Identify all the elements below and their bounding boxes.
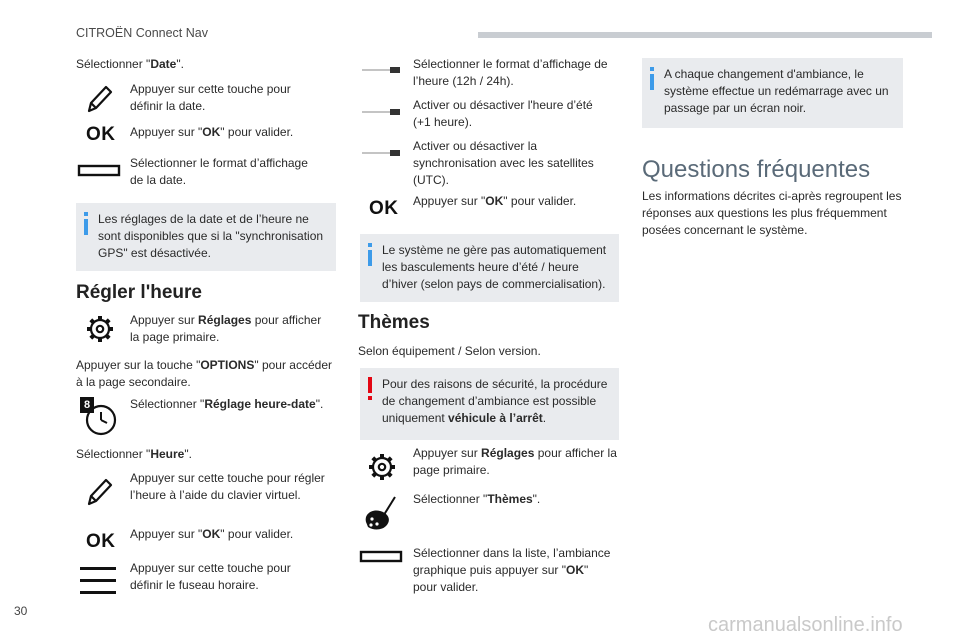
settings-text-2: Appuyer sur Réglages pour afficher la page primaire.	[413, 446, 617, 477]
select-heure-text: Sélectionner "Heure".	[76, 447, 192, 461]
format-button-icon	[78, 165, 120, 177]
info-box-summer	[360, 234, 619, 302]
gear-icon	[367, 452, 397, 482]
ok-icon: OK	[369, 198, 399, 219]
info-box-ambiance-text: A chaque changement d'ambiance, le système effectue un redémarrage avec un passage par un écran noir.	[664, 67, 889, 115]
section-title-faq: Questions fréquentes	[642, 156, 871, 183]
info-box-summer-text: Le système ne gère pas automatiquement les basculements heure d’été / heure d’hiver (selon pays de commercialisation).	[382, 243, 607, 291]
themes-select-text: Sélectionner "Thèmes".	[413, 492, 541, 506]
toggle-icon	[362, 148, 404, 160]
menu-text: Appuyer sur cette touche pour définir le fuseau horaire.	[130, 561, 291, 592]
toggle-text-utc: Activer ou désactiver la synchronisation avec les satellites (UTC).	[413, 139, 594, 187]
pencil-text-heure: Appuyer sur cette touche pour régler l’heure à l’aide du clavier virtuel.	[130, 471, 325, 502]
warning-box	[360, 368, 619, 440]
watermark: carmanualsonline.info	[708, 614, 903, 636]
toggle-text-summer: Activer ou désactiver l'heure d’été (+1 heure).	[413, 98, 593, 129]
format-date-text: Sélectionner le format d’affichage de la date.	[130, 156, 308, 187]
list-select-text: Sélectionner dans la liste, l’ambiance graphique puis appuyer sur "OK" pour valider.	[413, 546, 611, 594]
ok-text-date: Appuyer sur "OK" pour valider.	[130, 125, 294, 139]
pencil-text-date: Appuyer sur cette touche pour définir la date.	[130, 82, 291, 113]
page-number: 30	[14, 604, 28, 618]
settings-text-1: Appuyer sur Réglages pour afficher la page primaire.	[130, 313, 322, 344]
clock-text: Sélectionner "Réglage heure-date".	[130, 397, 324, 411]
toggle-text-format: Sélectionner le format d’affichage de l’heure (12h / 24h).	[413, 57, 608, 88]
select-date-text: Sélectionner "Date".	[76, 57, 184, 71]
header-title: CITROËN Connect Nav	[76, 26, 208, 40]
ok-text-heure: Appuyer sur "OK" pour valider.	[130, 527, 294, 541]
ok-icon: OK	[86, 531, 116, 552]
themes-intro: Selon équipement / Selon version.	[358, 344, 541, 358]
options-text: Appuyer sur la touche "OPTIONS" pour accéder à la page secondaire.	[76, 358, 332, 389]
warning-icon	[367, 377, 373, 401]
info-box-ambiance	[642, 58, 903, 128]
info-box-date-text: Les réglages de la date et de l’heure ne sont disponibles que si la "synchronisation GPS" est désactivée.	[98, 212, 324, 260]
section-title-heure: Régler l'heure	[76, 282, 202, 303]
section-title-themes: Thèmes	[358, 312, 430, 333]
menu-icon	[80, 566, 118, 596]
toggle-icon	[362, 65, 404, 77]
ok-text-col2: Appuyer sur "OK" pour valider.	[413, 194, 577, 208]
pencil-icon	[86, 477, 114, 507]
info-icon	[83, 212, 89, 236]
toggle-icon	[362, 107, 404, 119]
list-button-icon	[360, 551, 402, 563]
clock-badge: 8	[80, 397, 94, 413]
info-box-date	[76, 203, 336, 271]
palette-icon	[362, 494, 400, 534]
header-bar	[478, 32, 932, 38]
warning-box-text: Pour des raisons de sécurité, la procédure de changement d’ambiance est possible uniquement véhicule à l’arrêt.	[382, 377, 608, 425]
info-icon	[367, 243, 373, 267]
faq-intro: Les informations décrites ci-après regroupent les réponses aux questions les plus fréquemment posées concernant le système.	[642, 189, 902, 237]
ok-icon: OK	[86, 124, 116, 145]
pencil-icon	[86, 84, 114, 114]
clock-icon	[80, 397, 120, 439]
gear-icon	[85, 314, 115, 344]
info-icon	[649, 67, 655, 91]
